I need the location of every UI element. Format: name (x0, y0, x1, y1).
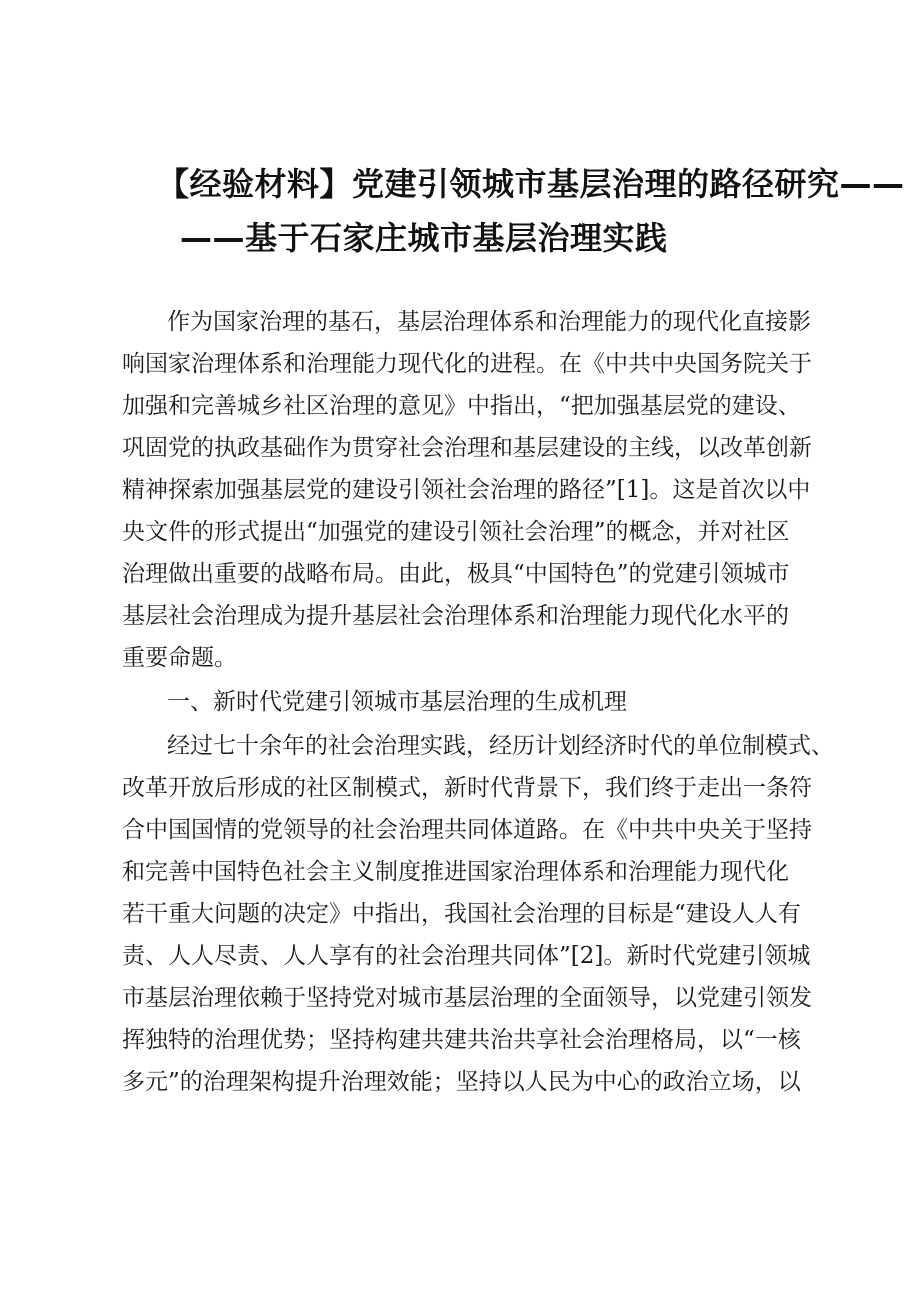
paragraph-2-line-6: 责、人人尽责、人人享有的社会治理共同体”[2]。新时代党建引领城 (122, 943, 811, 969)
paragraph-2-line-5: 若干重大问题的决定》中指出，我国社会治理的目标是“建设人人有 (122, 901, 801, 927)
paragraph-1-line-6: 央文件的形式提出“加强党的建设引领社会治理”的概念，并对社区 (122, 519, 790, 545)
paragraph-1-line-8: 基层社会治理成为提升基层社会治理体系和治理能力现代化水平的 (122, 603, 789, 629)
paragraph-2-line-3: 合中国国情的党领导的社会治理共同体道路。在《中共中央关于坚持 (122, 817, 812, 843)
paragraph-1-line-9: 重要命题。 (122, 645, 237, 671)
section-heading-1: 一、新时代党建引领城市基层治理的生成机理 (167, 689, 627, 715)
paragraph-1-line-4: 巩固党的执政基础作为贯穿社会治理和基层建设的主线，以改革创新 (122, 435, 812, 461)
paragraph-2-line-8: 挥独特的治理优势；坚持构建共建共治共享社会治理格局，以“一核 (122, 1027, 801, 1053)
paragraph-1-line-2: 响国家治理体系和治理能力现代化的进程。在《中共中央国务院关于 (122, 351, 812, 377)
paragraph-2-line-1: 经过七十余年的社会治理实践，经历计划经济时代的单位制模式、 (167, 733, 834, 759)
paragraph-2-line-7: 市基层治理依赖于坚持党对城市基层治理的全面领导，以党建引领发 (122, 985, 812, 1011)
document-title-line-2: ——基于石家庄城市基层治理实践 (180, 219, 668, 257)
paragraph-1-line-1: 作为国家治理的基石，基层治理体系和治理能力的现代化直接影 (167, 309, 811, 335)
paragraph-2-line-2: 改革开放后形成的社区制模式，新时代背景下，我们终于走出一条符 (122, 775, 812, 801)
document-title-line-1: 【经验材料】党建引领城市基层治理的路径研究—— (157, 165, 905, 203)
paragraph-2-line-9: 多元”的治理架构提升治理效能；坚持以人民为中心的政治立场，以 (122, 1069, 801, 1095)
paragraph-2-line-4: 和完善中国特色社会主义制度推进国家治理体系和治理能力现代化 (122, 859, 789, 885)
paragraph-1-line-3: 加强和完善城乡社区治理的意见》中指出，“把加强基层党的建设、 (122, 393, 801, 419)
paragraph-1-line-5: 精神探索加强基层党的建设引领社会治理的路径”[1]。这是首次以中 (122, 477, 811, 503)
paragraph-1-line-7: 治理做出重要的战略布局。由此，极具“中国特色”的党建引领城市 (122, 561, 790, 587)
